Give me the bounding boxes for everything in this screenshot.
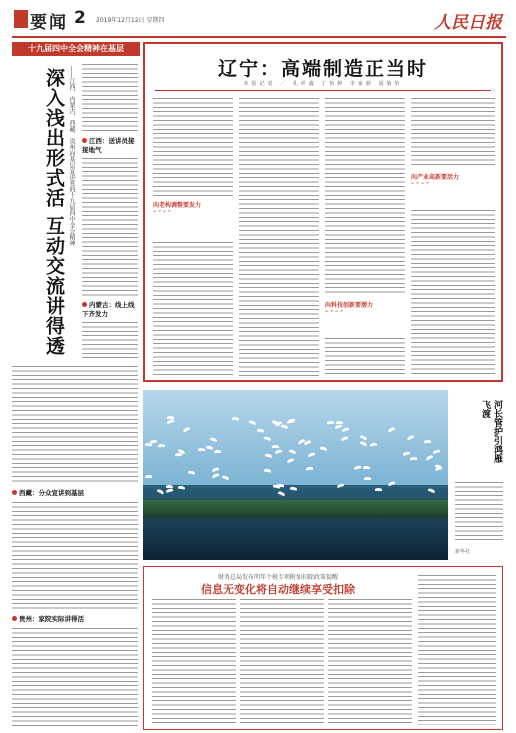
- bird-icon: [388, 427, 396, 433]
- bird-icon: [337, 483, 345, 488]
- bird-icon: [327, 421, 334, 425]
- bird-icon: [158, 444, 165, 447]
- photo-reeds: [143, 500, 448, 518]
- bird-icon: [335, 424, 343, 429]
- bird-icon: [320, 446, 328, 451]
- bird-icon: [257, 428, 264, 432]
- bird-icon: [212, 467, 220, 472]
- body-text: [411, 96, 495, 166]
- bird-icon: [354, 465, 362, 470]
- bird-icon: [428, 488, 436, 493]
- bird-icon: [426, 455, 434, 461]
- bird-icon: [175, 453, 182, 457]
- pull-quote: “ ” “ ”: [325, 310, 343, 317]
- photo-credit: 新华社: [455, 549, 471, 555]
- bird-icon: [278, 491, 286, 496]
- section-heading: 向科技创新要潜力: [325, 302, 374, 309]
- pull-quote: “ ” “ ”: [153, 210, 171, 217]
- bird-icon: [198, 448, 205, 451]
- body-text: [325, 336, 405, 376]
- body-text: [12, 626, 138, 726]
- bottom-article: [143, 566, 503, 730]
- body-text: [418, 573, 496, 725]
- section-name: 要闻: [30, 13, 68, 33]
- bird-icon: [341, 436, 349, 441]
- body-text: [411, 208, 495, 376]
- body-text: [82, 62, 138, 132]
- bird-icon: [364, 477, 371, 480]
- bird-icon: [265, 453, 272, 457]
- bird-flock: [143, 390, 448, 500]
- page-header: [12, 6, 506, 38]
- section-heading: 西藏：分众宣讲到基层: [12, 488, 138, 497]
- bullet-icon: [12, 490, 17, 495]
- bird-icon: [273, 484, 280, 488]
- lead-subheadline: ——江西、内蒙古、西藏、贵州向基层宣讲党的十九届四中全会精神: [68, 66, 75, 246]
- bird-icon: [210, 437, 218, 442]
- bird-icon: [212, 473, 220, 478]
- bird-icon: [222, 475, 230, 480]
- body-text: [153, 240, 233, 376]
- bird-icon: [287, 458, 295, 464]
- bird-icon: [145, 475, 152, 478]
- bird-icon: [264, 469, 271, 473]
- bird-icon: [166, 488, 174, 493]
- section-heading: 向产业高新要活力: [411, 174, 460, 181]
- bird-icon: [167, 419, 175, 424]
- section-marker: [14, 10, 28, 28]
- body-text: [153, 96, 233, 196]
- section-heading: 江西：送讲员接接地气: [82, 137, 135, 154]
- bird-icon: [232, 417, 239, 421]
- bird-icon: [403, 451, 411, 456]
- bird-icon: [363, 466, 370, 469]
- bird-icon: [375, 488, 382, 491]
- bird-icon: [370, 442, 377, 446]
- photo-caption-text: [455, 480, 503, 540]
- body-text: [325, 96, 405, 296]
- body-text: [239, 96, 319, 376]
- body-text: [328, 597, 412, 725]
- lead-headline: 深入浅出形式活 互动交流讲得透: [43, 68, 65, 356]
- bird-icon: [178, 485, 185, 489]
- bird-icon: [287, 419, 294, 423]
- bird-icon: [424, 440, 431, 443]
- issue-date: 2019年12月12日 星期四: [96, 17, 165, 24]
- body-text: [12, 364, 138, 484]
- masthead-logo: 人民日报: [434, 13, 502, 33]
- bird-icon: [410, 457, 417, 461]
- section-heading: 内蒙古：线上线下齐发力: [82, 301, 135, 318]
- page-number: 2: [74, 8, 86, 28]
- article-headline: 信息无变化将自动继续享受扣除: [201, 583, 355, 596]
- bird-icon: [435, 466, 443, 471]
- bird-icon: [433, 449, 441, 454]
- bullet-icon: [82, 302, 87, 307]
- section-heading: 向老构调整要发力: [153, 202, 202, 209]
- divider: [155, 90, 491, 91]
- news-photo: [143, 390, 448, 560]
- bird-icon: [275, 449, 283, 454]
- body-text: [152, 597, 236, 725]
- bird-icon: [206, 445, 213, 449]
- bird-icon: [281, 424, 289, 429]
- bird-icon: [183, 426, 191, 432]
- bird-icon: [145, 443, 152, 447]
- bird-icon: [272, 420, 280, 426]
- body-text: [82, 156, 138, 296]
- feature-headline: 辽宁：高端制造正当时: [217, 58, 428, 80]
- left-column: [12, 42, 140, 730]
- column-banner: 十九届四中全会精神在基层: [12, 42, 140, 56]
- bird-icon: [360, 441, 368, 447]
- bird-icon: [188, 470, 195, 474]
- bird-icon: [360, 435, 368, 441]
- body-text: [240, 597, 324, 725]
- article-kicker: 财务总局发布明年个税专项附加扣除政策提醒: [217, 574, 338, 581]
- bird-icon: [342, 427, 350, 432]
- bird-icon: [272, 445, 279, 448]
- bird-icon: [157, 489, 165, 495]
- bird-icon: [214, 450, 221, 453]
- section-heading: 贵州：家院实际讲得活: [12, 614, 138, 623]
- photo-caption-title: 河长管护引鸿雁飞渡: [480, 400, 502, 463]
- feature-article: [143, 42, 503, 382]
- bird-icon: [308, 452, 316, 457]
- pull-quote: “ ” “ ”: [411, 182, 429, 189]
- body-text: [82, 320, 138, 360]
- feature-byline: 本报记者 ／ 孔祥鑫 丁怡婷 李家鼎 胡婧怡: [243, 81, 403, 87]
- bird-icon: [264, 436, 272, 441]
- bullet-icon: [82, 138, 87, 143]
- bird-icon: [407, 434, 415, 440]
- body-text: [12, 500, 138, 610]
- bird-icon: [249, 420, 257, 425]
- bird-icon: [306, 467, 313, 471]
- bird-icon: [388, 481, 396, 486]
- bullet-icon: [12, 616, 17, 621]
- bird-icon: [289, 449, 297, 454]
- bird-icon: [290, 486, 297, 490]
